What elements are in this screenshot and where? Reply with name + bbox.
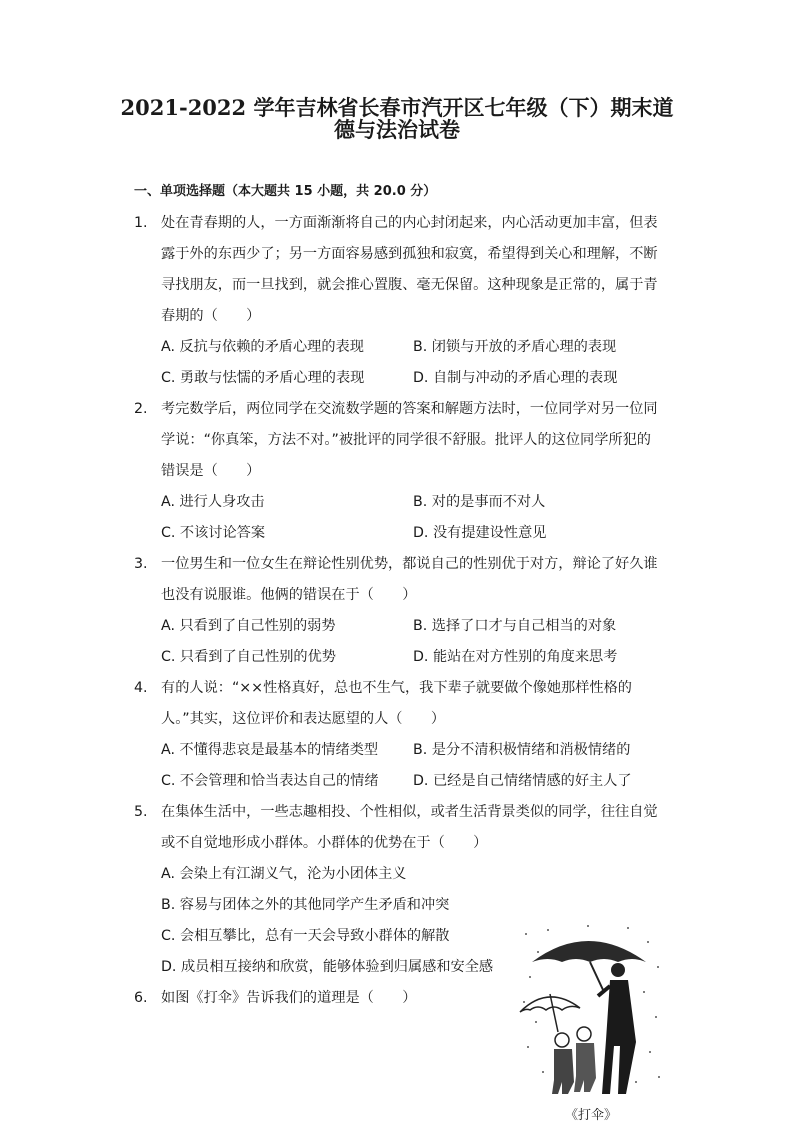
umbrella-illustration	[518, 922, 664, 1123]
question-number: 3.	[134, 556, 148, 572]
option-a[interactable]: A. 不懂得悲哀是最基本的情绪类型	[161, 742, 379, 758]
option-c[interactable]: C. 不该讨论答案	[161, 525, 266, 541]
question-stem: 如图《打伞》告诉我们的道理是（ ）	[161, 990, 417, 1006]
figure-caption: 《打伞》	[564, 1108, 617, 1123]
option-a[interactable]: A. 反抗与依赖的矛盾心理的表现	[161, 339, 364, 355]
question-3	[134, 549, 664, 673]
question-number: 1.	[134, 215, 148, 231]
umbrella-drawing	[518, 922, 664, 1102]
option-c[interactable]: C. 只看到了自己性别的优势	[161, 649, 336, 665]
question-stem: 有的人说：“××性格真好，总也不生气，我下辈子就要做个像她那样性格的人。”其实，这位评价和表达愿望的人（ ）	[161, 680, 632, 727]
option-b[interactable]: B. 对的是事而不对人	[413, 494, 546, 510]
question-stem: 在集体生活中，一些志趣相投、个性相似，或者生活背景类似的同学，往往自觉或不自觉地形成小群体。小群体的优势在于（ ）	[161, 804, 658, 851]
option-b[interactable]: B. 闭锁与开放的矛盾心理的表现	[413, 339, 617, 355]
options	[161, 859, 521, 983]
options	[161, 487, 664, 549]
exam-title-line2: 德与法治试卷	[334, 117, 460, 142]
options	[161, 332, 664, 394]
option-b[interactable]: B. 容易与团体之外的其他同学产生矛盾和冲突	[161, 897, 450, 913]
option-c[interactable]: C. 会相互攀比，总有一天会导致小群体的解散	[161, 928, 450, 944]
question-number: 5.	[134, 804, 148, 820]
option-a[interactable]: A. 只看到了自己性别的弱势	[161, 618, 336, 634]
question-4	[134, 673, 664, 797]
question-number: 4.	[134, 680, 148, 696]
option-b[interactable]: B. 选择了口才与自己相当的对象	[413, 618, 617, 634]
option-d[interactable]: D. 已经是自己情绪情感的好主人了	[413, 773, 632, 789]
section-heading: 一、单项选择题（本大题共 15 小题，共 20.0 分）	[134, 184, 437, 199]
option-b[interactable]: B. 是分不清积极情绪和消极情绪的	[413, 742, 631, 758]
options	[161, 735, 664, 797]
question-stem: 一位男生和一位女生在辩论性别优势，都说自己的性别优于对方，辩论了好久谁也没有说服谁。他俩的错误在于（ ）	[161, 556, 658, 603]
question-number: 2.	[134, 401, 148, 417]
option-d[interactable]: D. 能站在对方性别的角度来思考	[413, 649, 618, 665]
options	[161, 611, 664, 673]
question-1	[134, 208, 664, 394]
question-stem: 处在青春期的人，一方面渐渐将自己的内心封闭起来，内心活动更加丰富，但表露于外的东西少了；另一方面容易感到孤独和寂寞，希望得到关心和理解，不断寻找朋友，而一旦找到，就会推心置腹、毫无保留。这种现象是正常的，属于青春期的（ ）	[161, 215, 658, 324]
option-c[interactable]: C. 不会管理和恰当表达自己的情绪	[161, 773, 379, 789]
option-d[interactable]: D. 自制与冲动的矛盾心理的表现	[413, 370, 618, 386]
option-d[interactable]: D. 没有提建设性意见	[413, 525, 547, 541]
question-2	[134, 394, 664, 549]
option-c[interactable]: C. 勇敢与怯懦的矛盾心理的表现	[161, 370, 365, 386]
exam-title-line1: 2021-2022 学年吉林省长春市汽开区七年级（下）期末道	[120, 95, 674, 120]
question-5	[134, 797, 658, 983]
question-stem: 考完数学后，两位同学在交流数学题的答案和解题方法时，一位同学对另一位同学说：“你真笨，方法不对。”被批评的同学很不舒服。批评人的这位同学所犯的错误是（ ）	[161, 401, 658, 479]
option-a[interactable]: A. 会染上有江湖义气，沦为小团体主义	[161, 866, 407, 882]
option-d[interactable]: D. 成员相互接纳和欣赏，能够体验到归属感和安全感	[161, 959, 494, 975]
question-6	[134, 983, 494, 1014]
question-number: 6.	[134, 990, 148, 1006]
option-a[interactable]: A. 进行人身攻击	[161, 494, 265, 510]
